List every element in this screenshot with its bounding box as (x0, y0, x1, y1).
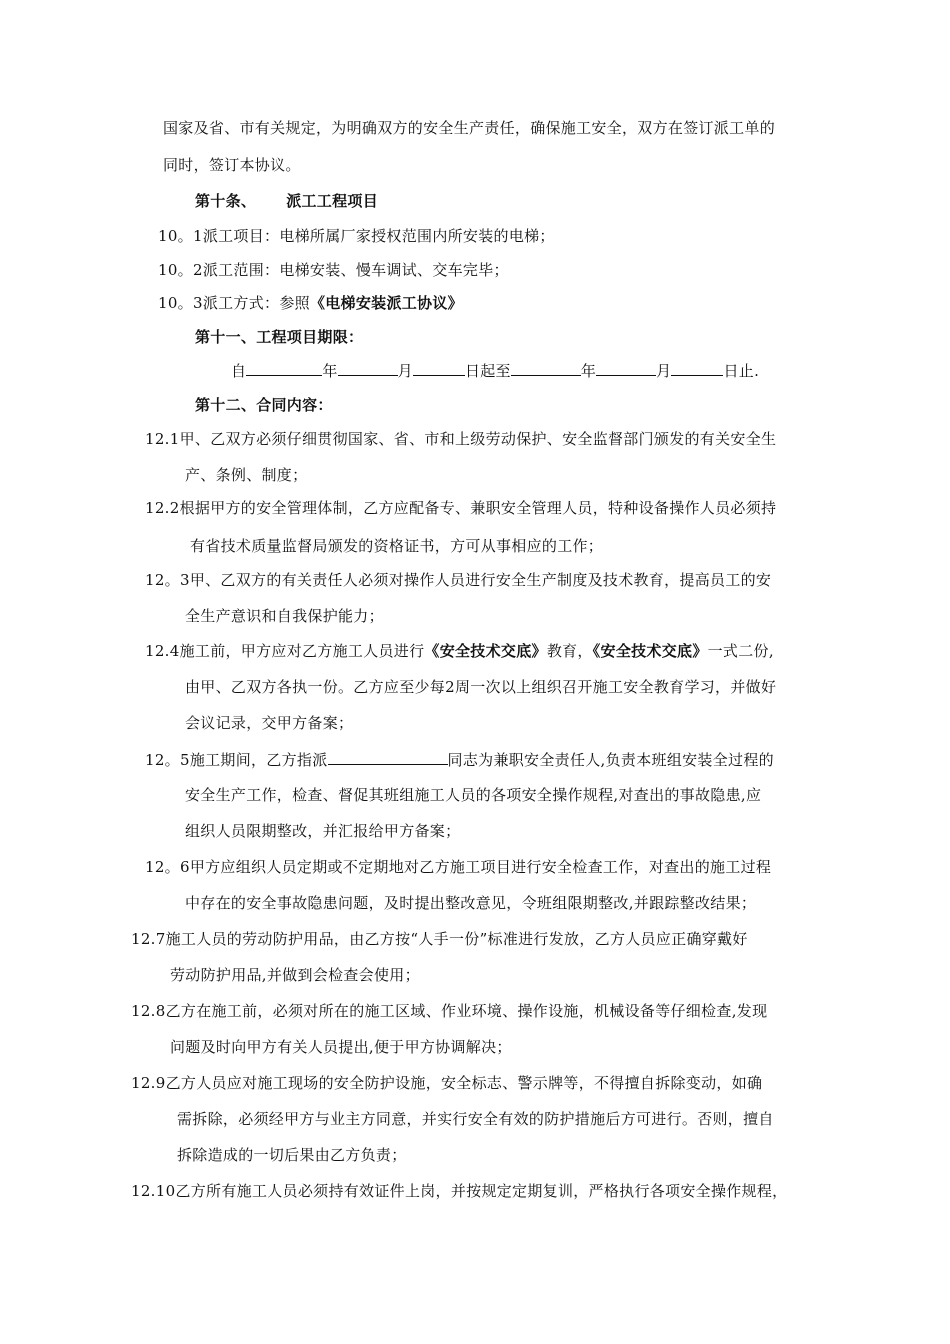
clause-12-6: 12。6甲方应组织人员定期或不定期地对乙方施工项目进行安全检查工作，对查出的施工过程 (145, 858, 772, 876)
clause-text: 一式二份, (707, 642, 774, 660)
fill-blank (328, 749, 448, 765)
clause-12-9-cont: 需拆除，必须经甲方与业主方同意，并实行安全有效的防护措施后方可进行。否则，擅自 (177, 1110, 774, 1128)
paragraph-line: 同时，签订本协议。 (163, 156, 301, 174)
clause-12-5-cont: 组织人员限期整改，并汇报给甲方备案； (185, 822, 461, 840)
clause-12-7: 12.7施工人员的劳动防护用品，由乙方按“人手一份”标准进行发放，乙方人员应正确穿戴好 (131, 930, 748, 948)
date-text: 年 (322, 362, 338, 380)
fill-blank (596, 360, 656, 376)
clause-10-2: 10。2派工范围：电梯安装、慢车调试、交车完毕； (158, 261, 509, 279)
fill-blank (671, 360, 723, 376)
bold-reference: 《电梯安装派工协议》 (309, 294, 463, 312)
clause-12-1-cont: 产、条例、制度； (185, 466, 308, 484)
clause-12-4 (145, 641, 774, 661)
clause-12-4-cont: 由甲、乙双方各执一份。乙方应至少每2周一次以上组织召开施工安全教育学习，并做好 (185, 678, 777, 696)
bold-reference: 《安全技术交底》 (424, 642, 547, 660)
heading-title: 派工工程项目 (286, 192, 379, 210)
clause-12-3: 12。3甲、乙双方的有关责任人必须对操作人员进行安全生产制度及技术教育，提高员工的安 (145, 571, 772, 589)
clause-12-8-cont: 问题及时向甲方有关人员提出,便于甲方协调解决； (170, 1038, 512, 1056)
section-heading-12: 第十二、合同内容： (195, 396, 333, 414)
clause-12-1: 12.1甲、乙双方必须仔细贯彻国家、省、市和上级劳动保护、安全监督部门颁发的有关安全生 (145, 430, 777, 448)
clause-text: 12。5施工期间，乙方指派 (145, 751, 328, 769)
clause-12-3-cont: 全生产意识和自我保护能力； (185, 607, 384, 625)
section-heading-10 (195, 191, 378, 211)
clause-text: 教育， (546, 642, 593, 660)
date-text: 日起至 (464, 362, 511, 380)
clause-12-6-cont: 中存在的安全事故隐患问题，及时提出整改意见，令班组限期整改,并跟踪整改结果； (185, 894, 757, 912)
clause-text: 12.4施工前，甲方应对乙方施工人员进行 (145, 642, 425, 660)
fill-blank (511, 360, 581, 376)
fill-blank (413, 360, 465, 376)
date-text: 日止. (723, 362, 760, 380)
clause-12-8: 12.8乙方在施工前，必须对所在的施工区域、作业环境、操作设施，机械设备等仔细检查,发现 (131, 1002, 768, 1020)
clause-12-4-cont: 会议记录，交甲方备案； (185, 714, 354, 732)
heading-number: 第十条、 (195, 192, 257, 210)
fill-blank (338, 360, 398, 376)
clause-12-5-cont: 安全生产工作，检查、督促其班组施工人员的各项安全操作规程,对查出的事故隐患,应 (185, 786, 762, 804)
clause-12-5 (145, 749, 774, 770)
clause-10-3 (158, 293, 463, 313)
clause-text: 10。3派工方式：参照 (158, 294, 310, 312)
clause-12-9-cont: 拆除造成的一切后果由乙方负责； (177, 1146, 407, 1164)
clause-12-2-cont: 有省技术质量监督局颁发的资格证书，方可从事相应的工作； (190, 537, 604, 555)
clause-12-10: 12.10乙方所有施工人员必须持有效证件上岗，并按规定定期复训，严格执行各项安全操作规程， (131, 1182, 788, 1200)
section-heading-11: 第十一、工程项目期限： (195, 328, 364, 346)
clause-12-2: 12.2根据甲方的安全管理体制，乙方应配备专、兼职安全管理人员，特种设备操作人员必须持 (145, 499, 777, 517)
clause-12-7-cont: 劳动防护用品,并做到会检查会使用； (170, 966, 420, 984)
date-text: 自 (231, 362, 247, 380)
clause-12-9: 12.9乙方人员应对施工现场的安全防护设施，安全标志、警示牌等，不得擅自拆除变动，如确 (131, 1074, 763, 1092)
bold-reference: 《安全技术交底》 (592, 642, 708, 660)
date-text: 月 (397, 362, 413, 380)
fill-blank (246, 360, 322, 376)
date-range-line (231, 360, 759, 381)
clause-10-1: 10。1派工项目：电梯所属厂家授权范围内所安装的电梯； (158, 227, 555, 245)
date-text: 月 (656, 362, 672, 380)
clause-text: 同志为兼职安全责任人,负责本班组安装全过程的 (447, 751, 774, 769)
paragraph-line: 国家及省、市有关规定，为明确双方的安全生产责任，确保施工安全，双方在签订派工单的 (163, 119, 776, 137)
date-text: 年 (580, 362, 597, 380)
